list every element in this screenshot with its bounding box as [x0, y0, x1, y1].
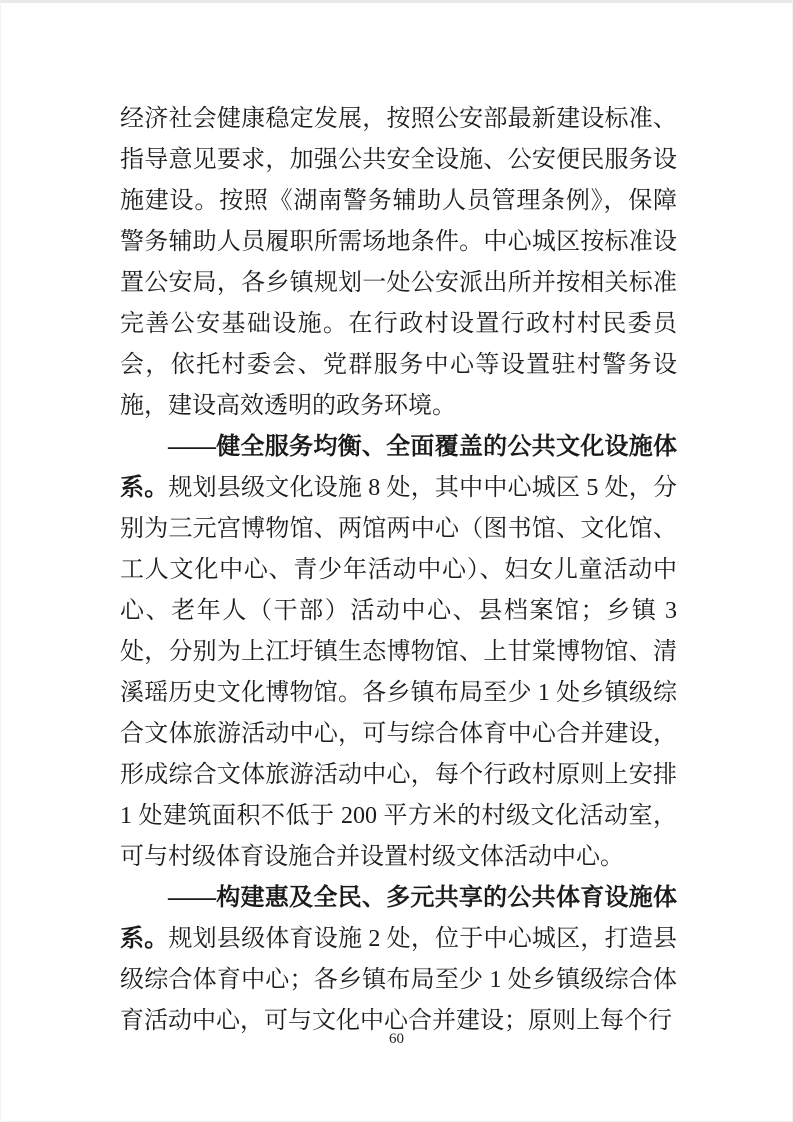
- paragraph-text: 经济社会健康稳定发展，按照公安部最新建设标准、指导意见要求，加强公共安全设施、公安便民服务设施建设。按照《湖南警务辅助人员管理条例》，保障警务辅助人员履职所需场地条件。中心城区按标准设置公安局，各乡镇规划一处公安派出所并按相关标准完善公安基础设施。在行政村设置行政村村民委员会，依托村委会、党群服务中心等设置驻村警务设施，建设高效透明的政务环境。: [120, 106, 677, 419]
- paragraph: [120, 427, 677, 878]
- paragraph-lead: ——健全服务均衡、全面覆盖的公共文化设施体系。: [120, 434, 677, 501]
- paragraph-lead: ——构建惠及全民、多元共享的公共体育设施体系。: [120, 885, 677, 952]
- paragraph: [120, 878, 677, 1042]
- paragraph-text: 规划县级文化设施 8 处，其中中心城区 5 处，分别为三元宫博物馆、两馆两中心（图书馆、文化馆、工人文化中心、青少年活动中心）、妇女儿童活动中心、老年人（干部）活动中心、县档案馆；乡镇 3 处，分别为上江圩镇生态博物馆、上甘棠博物馆、清溪瑶历史文化博物馆。各乡镇布局至少 1 处乡镇级综合文体旅游活动中心，可与综合体育中心合并建设，形成综合文体旅游活动中心，每个行政村原则上安排 1 处建筑面积不低于 200 平方米的村级文化活动室，可与村级体育设施合并设置村级文体活动中心。: [120, 475, 678, 870]
- document-body: [120, 99, 677, 1042]
- paragraph: [120, 99, 677, 427]
- paragraph-text: 规划县级体育设施 2 处，位于中心城区，打造县级综合体育中心；各乡镇布局至少 1 处乡镇级综合体育活动中心，可与文化中心合并建设；原则上每个行: [120, 926, 678, 1034]
- page-number: 60: [389, 1031, 404, 1047]
